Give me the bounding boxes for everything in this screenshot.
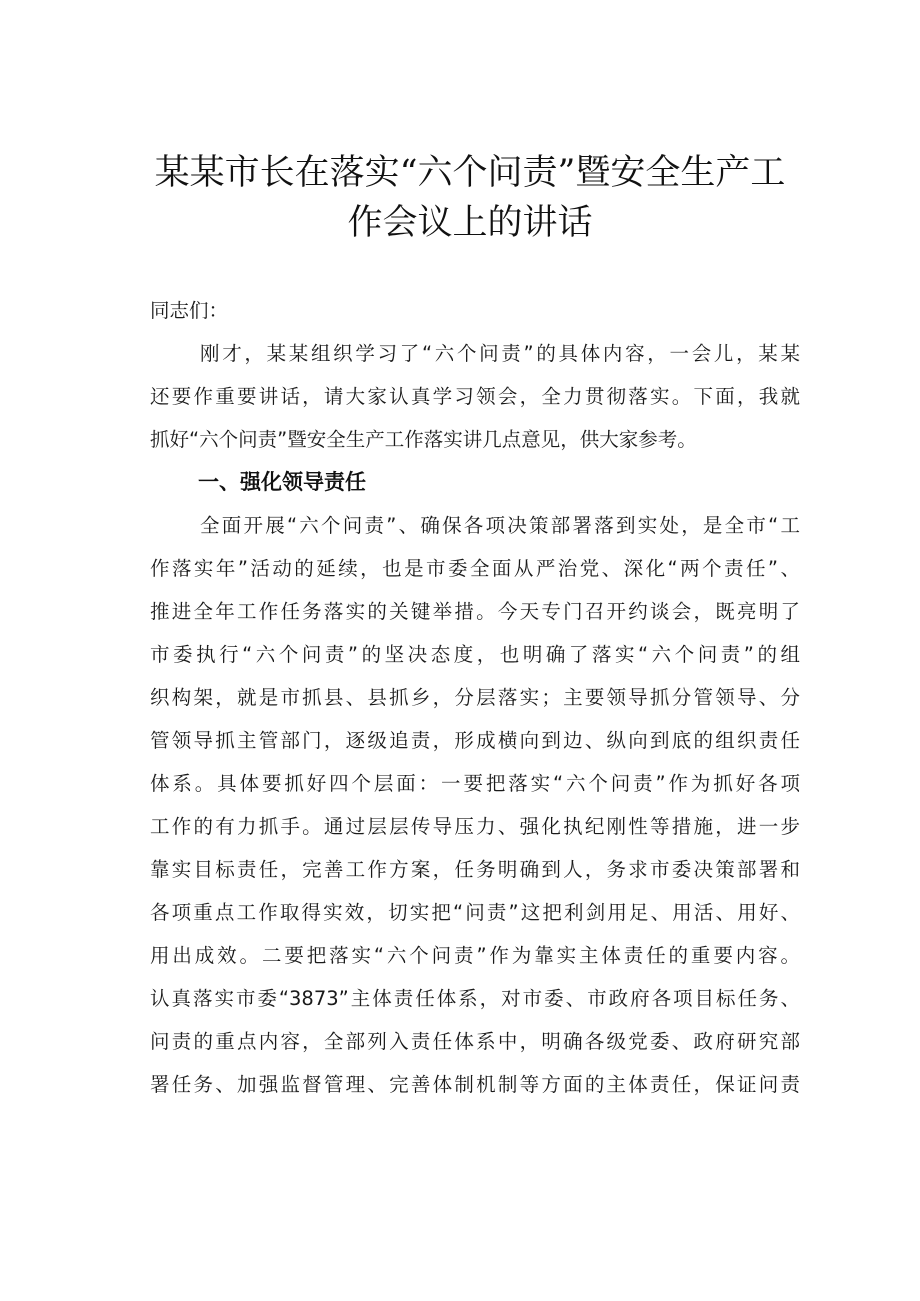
paragraph-1-line: 抓好“六个问责”暨安全生产工作落实讲几点意见，供大家参考。	[150, 428, 697, 451]
paragraph-1	[150, 332, 800, 461]
paragraph-2-line: 靠实目标责任，完善工作方案，任务明确到人，务求市委决策部署和	[150, 858, 800, 881]
paragraph-2-line: 体系。具体要抓好四个层面：一要把落实“六个问责”作为抓好各项	[150, 772, 800, 795]
paragraph-2-line: 认真落实市委“3873”主体责任体系，对市委、市政府各项目标任务、	[150, 987, 800, 1010]
paragraph-2-line: 各项重点工作取得实效，切实把“问责”这把利剑用足、用活、用好、	[150, 901, 800, 924]
paragraph-2	[150, 504, 800, 1106]
paragraph-1-line: 还要作重要讲话，请大家认真学习领会，全力贯彻落实。下面，我就	[150, 385, 800, 408]
title-line-2: 作会议上的讲话	[347, 203, 593, 243]
document-title	[120, 148, 820, 248]
paragraph-2-line: 用出成效。二要把落实“六个问责”作为靠实主体责任的重要内容。	[150, 944, 800, 967]
title-line-1: 某某市长在落实“六个问责”暨安全生产工	[154, 153, 786, 193]
section-heading-1: 一、强化领导责任	[198, 470, 366, 494]
paragraph-2-line: 全面开展“六个问责”、确保各项决策部署落到实处，是全市“工	[200, 514, 800, 537]
paragraph-2-line: 作落实年”活动的延续，也是市委全面从严治党、深化“两个责任”、	[150, 557, 800, 580]
paragraph-2-line: 工作的有力抓手。通过层层传导压力、强化执纪刚性等措施，进一步	[150, 815, 800, 838]
paragraph-2-line: 推进全年工作任务落实的关键举措。今天专门召开约谈会，既亮明了	[150, 600, 800, 623]
paragraph-2-line: 织构架，就是市抓县、县抓乡，分层落实；主要领导抓分管领导、分	[150, 686, 800, 709]
paragraph-2-line: 管领导抓主管部门，逐级追责，形成横向到边、纵向到底的组织责任	[150, 729, 800, 752]
paragraph-1-line: 刚才，某某组织学习了“六个问责”的具体内容，一会儿，某某	[200, 342, 800, 365]
paragraph-2-line: 问责的重点内容，全部列入责任体系中，明确各级党委、政府研究部	[150, 1030, 800, 1053]
salutation: 同志们：	[150, 299, 229, 322]
paragraph-2-line: 市委执行“六个问责”的坚决态度，也明确了落实“六个问责”的组	[150, 643, 800, 666]
paragraph-2-line: 署任务、加强监督管理、完善体制机制等方面的主体责任，保证问责	[150, 1073, 800, 1096]
